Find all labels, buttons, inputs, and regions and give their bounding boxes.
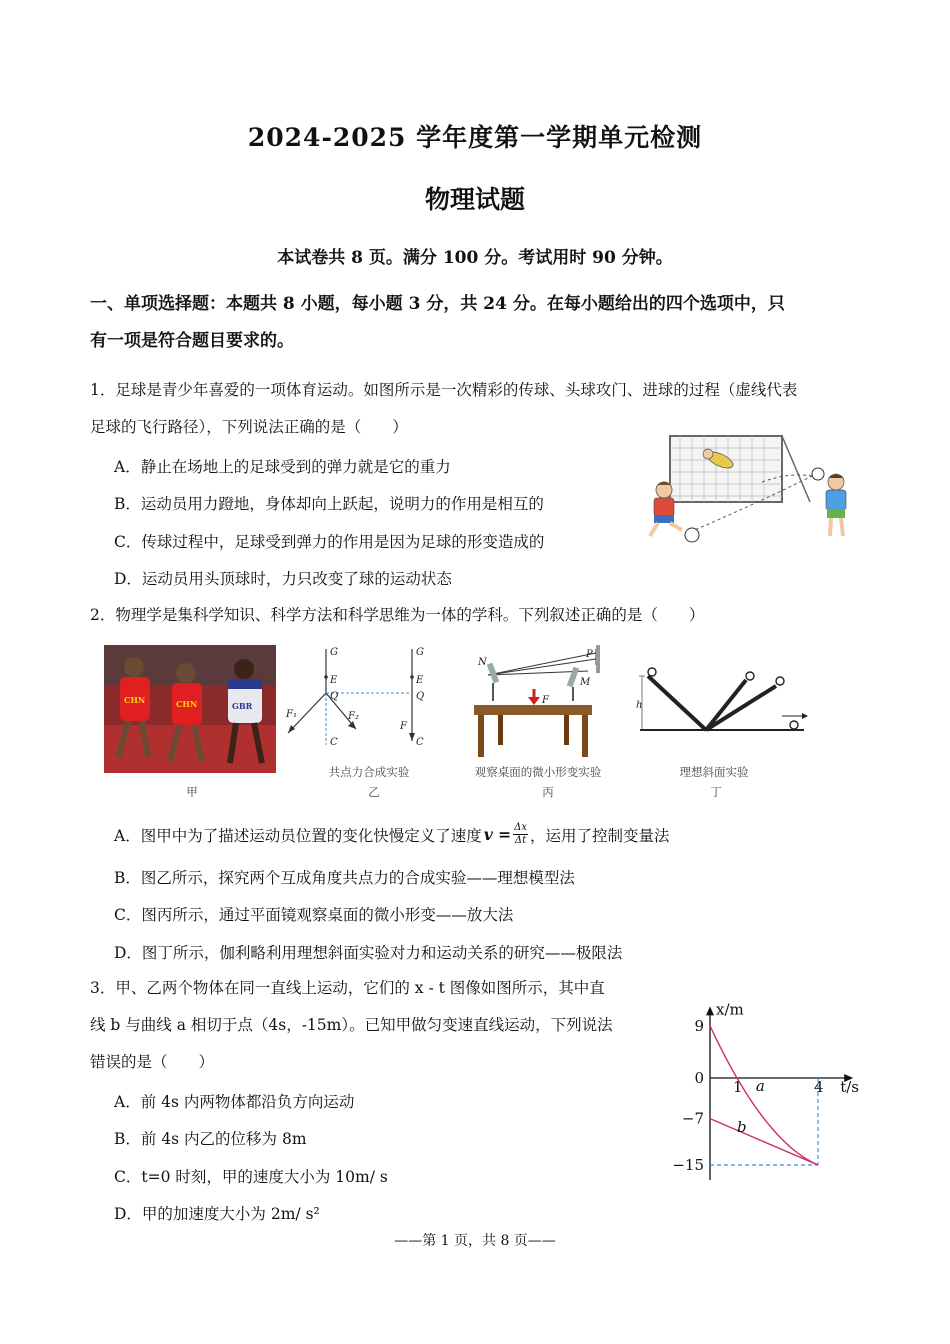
- y-tick--7: −7: [681, 1109, 704, 1128]
- y-tick--15: −15: [672, 1156, 704, 1174]
- soccer-illustration: [640, 432, 860, 547]
- label-p: P: [586, 649, 593, 660]
- label-e-2: E: [416, 675, 424, 686]
- label-press-f: F: [542, 695, 549, 706]
- q2-option-a[interactable]: [114, 822, 669, 847]
- q1-option-c[interactable]: C．传球过程中，足球受到弹力的作用是因为足球的形变造成的: [114, 533, 545, 551]
- label-c-2: C: [416, 737, 424, 748]
- force-composition-diagram: [284, 645, 444, 757]
- q3-option-c[interactable]: C．t=0 时刻，甲的速度大小为 10m/ s: [114, 1168, 388, 1186]
- label-n: N: [478, 657, 487, 668]
- figure-label-yi: 乙: [368, 785, 380, 799]
- q3-stem-line2: 线 b 与曲线 a 相切于点（4s，-15m）。已知甲做匀变速直线运动，下列说法: [90, 1016, 613, 1034]
- label-f: F: [400, 721, 407, 732]
- fraction: [513, 822, 528, 847]
- label-q-2: Q: [416, 691, 425, 702]
- q1-option-b[interactable]: B．运动员用力蹬地，身体却向上跃起，说明力的作用是相互的: [114, 495, 544, 513]
- q2-option-a-text: A．图甲中为了描述运动员位置的变化快慢定义了速度: [114, 826, 482, 845]
- exam-info: 本试卷共 8 页。满分 100 分。考试用时 90 分钟。: [277, 248, 673, 268]
- q2-option-b[interactable]: B．图乙所示，探究两个互成角度共点力的合成实验——理想模型法: [114, 869, 575, 887]
- q3-option-d[interactable]: D．甲的加速度大小为 2m/ s²: [114, 1205, 320, 1223]
- q2-stem: 2．物理学是集科学知识、科学方法和科学思维为一体的学科。下列叙述正确的是（ ）: [90, 606, 705, 624]
- figure-label-bing: 丙: [542, 785, 554, 799]
- jersey-gbr: GBR: [232, 701, 253, 711]
- y-tick-9: 9: [694, 1016, 704, 1035]
- q2-option-c[interactable]: C．图丙所示，通过平面镜观察桌面的微小形变——放大法: [114, 906, 514, 924]
- q1-option-a[interactable]: A．静止在场地上的足球受到的弹力就是它的重力: [114, 458, 451, 476]
- exam-title: 2024-2025 学年度第一学期单元检测: [247, 123, 703, 152]
- q1-stem-line2: 足球的飞行路径），下列说法正确的是（ ）: [90, 418, 408, 436]
- fraction-numerator: Δx: [514, 822, 527, 833]
- y-axis-label: x/m: [716, 1000, 744, 1019]
- x-axis-label: t/s: [840, 1078, 859, 1096]
- label-g-1: G: [330, 647, 338, 658]
- subject-title: 物理试题: [424, 185, 525, 214]
- caption-table-deformation: 观察桌面的微小形变实验: [474, 765, 602, 779]
- caption-ideal-incline: 理想斜面实验: [679, 765, 749, 779]
- x-tick-1: 1: [733, 1078, 743, 1096]
- q3-stem-line3: 错误的是（ ）: [90, 1053, 215, 1071]
- figure-label-ding: 丁: [710, 785, 722, 799]
- label-q-1: Q: [330, 691, 339, 702]
- page-footer: ——第 1 页，共 8 页——: [394, 1233, 556, 1249]
- figure-label-jia: 甲: [186, 785, 198, 799]
- label-e-1: E: [330, 675, 338, 686]
- jersey-chn-2: CHN: [176, 699, 198, 709]
- label-f1: F₁: [286, 709, 297, 720]
- section-heading-line2: 有一项是符合题目要求的。: [90, 331, 294, 351]
- q2-option-a-suffix: ，运用了控制变量法: [529, 826, 670, 845]
- series-label-b: b: [737, 1117, 747, 1136]
- fraction-denominator: Δt: [514, 835, 527, 846]
- velocity-formula: v =: [483, 825, 512, 844]
- q3-stem-line1: 3．甲、乙两个物体在同一直线上运动，它们的 x - t 图像如图所示，其中直: [90, 979, 605, 997]
- q1-option-d[interactable]: D．运动员用头顶球时，力只改变了球的运动状态: [114, 570, 452, 588]
- label-h: h: [636, 700, 643, 711]
- y-tick-0: 0: [694, 1069, 704, 1087]
- caption-force-composition: 共点力合成实验: [328, 765, 410, 779]
- label-m: M: [580, 677, 591, 688]
- y-axis-arrow: [706, 1006, 714, 1015]
- q2-option-d[interactable]: D．图丁所示，伽利略利用理想斜面实验对力和运动关系的研究——极限法: [114, 944, 623, 962]
- series-a: [710, 1026, 818, 1165]
- series-b: [710, 1119, 818, 1165]
- q3-option-a[interactable]: A．前 4s 内两物体都沿负方向运动: [114, 1093, 355, 1111]
- q3-option-b[interactable]: B．前 4s 内乙的位移为 8m: [114, 1130, 307, 1148]
- xt-chart: [672, 984, 868, 1180]
- jersey-chn-1: CHN: [124, 695, 146, 705]
- x-tick-4: 4: [814, 1078, 824, 1096]
- label-f2: F₂: [348, 711, 359, 722]
- ideal-incline-diagram: [636, 664, 812, 740]
- section-heading-line1: 一、单项选择题：本题共 8 小题，每小题 3 分，共 24 分。在每小题给出的四个选项中，只: [90, 294, 785, 314]
- series-label-a: a: [755, 1077, 765, 1095]
- table-deformation-diagram: [468, 645, 618, 760]
- sprinters-photo: [104, 645, 276, 773]
- q1-stem-line1: 1．足球是青少年喜爱的一项体育运动。如图所示是一次精彩的传球、头球攻门、进球的过程（虚线代表: [90, 381, 798, 399]
- label-g-2: G: [416, 647, 424, 658]
- label-c-1: C: [330, 737, 338, 748]
